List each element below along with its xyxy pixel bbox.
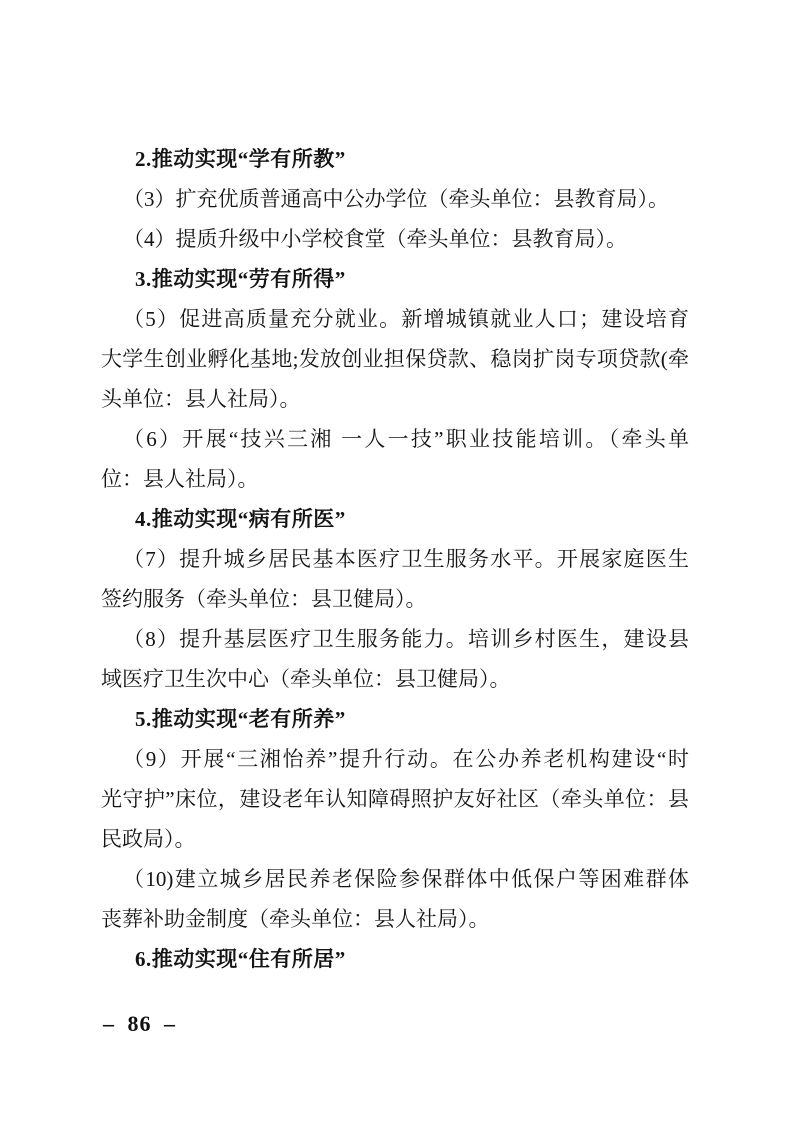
paragraph-line: 光守护”床位，建设老年认知障碍照护友好社区（牵头单位：县 [101, 787, 689, 811]
section-heading-5: 5.推动实现“老有所养” [135, 707, 346, 731]
page-number: – 86 – [103, 1011, 176, 1036]
paragraph-line: 签约服务（牵头单位：县卫健局）。 [101, 587, 427, 611]
paragraph-line: （3）扩充优质普通高中公办学位（牵头单位：县教育局）。 [123, 187, 669, 211]
paragraph-line: 大学生创业孵化基地;发放创业担保贷款、稳岗扩岗专项贷款(牵 [101, 347, 689, 371]
paragraph-line: 丧葬补助金制度（牵头单位：县人社局）。 [101, 907, 490, 931]
paragraph-line: （7）提升城乡居民基本医疗卫生服务水平。开展家庭医生 [123, 547, 689, 571]
paragraph-line: （5）促进高质量充分就业。新增城镇就业人口；建设培育 [123, 307, 689, 331]
paragraph-line: （9）开展“三湘怡养”提升行动。在公办养老机构建设“时 [123, 747, 689, 771]
paragraph-line: （10)建立城乡居民养老保险参保群体中低保户等困难群体 [123, 867, 689, 891]
section-heading-6: 6.推动实现“住有所居” [135, 947, 346, 971]
paragraph-line: 头单位：县人社局）。 [101, 387, 301, 411]
paragraph-line: 域医疗卫生次中心（牵头单位：县卫健局）。 [101, 667, 511, 691]
section-heading-2: 2.推动实现“学有所教” [135, 147, 346, 171]
paragraph-line: （4）提质升级中小学校食堂（牵头单位：县教育局）。 [123, 227, 627, 251]
paragraph-line: 民政局）。 [101, 827, 196, 851]
document-body [101, 139, 689, 979]
section-heading-4: 4.推动实现“病有所医” [135, 507, 346, 531]
paragraph-line: （6）开展“技兴三湘 一人一技”职业技能培训。（牵头单 [123, 427, 689, 451]
paragraph-line: 位：县人社局）。 [101, 467, 259, 491]
section-heading-3: 3.推动实现“劳有所得” [135, 267, 346, 291]
paragraph-line: （8）提升基层医疗卫生服务能力。培训乡村医生，建设县 [123, 627, 689, 651]
